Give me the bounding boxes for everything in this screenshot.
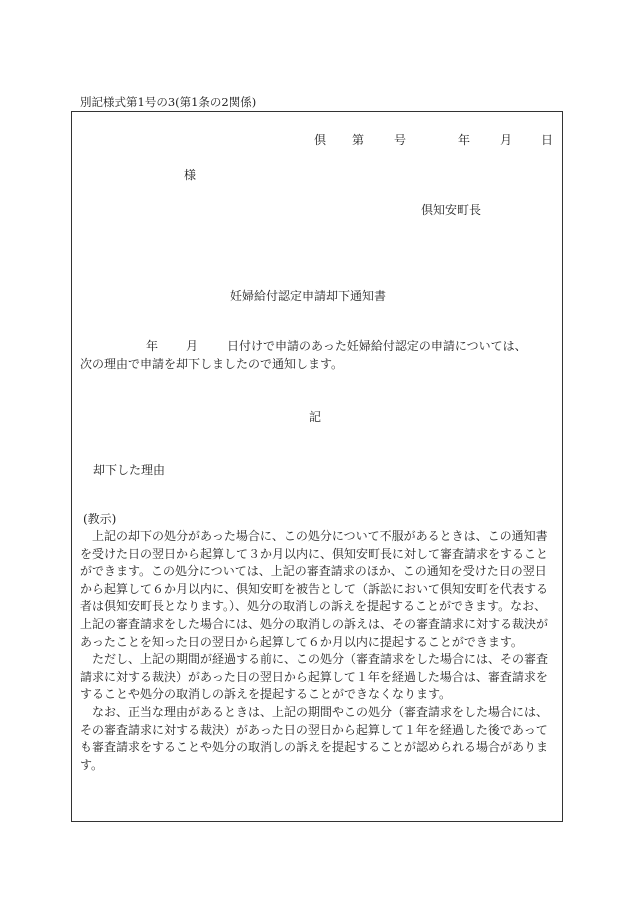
form-label: 別記様式第1号の3(第1条の2関係) — [80, 95, 257, 109]
body-year: 年 — [146, 339, 159, 353]
notice-paragraph-1: 上記の却下の処分があった場合に、この処分について不服があるときは、この通知書を受けた日の翌日から起算して３か月以内に、倶知安町長に対して審査請求をすることができます。この処分については、上記の審査請求のほか、この通知を受けた日の翌日から起算して６か月以内に、倶知安町を被告として（訴訟において倶知安町を代表する者は倶知安町長となります。）、処分の取消しの訴えを提起することができます。なお、上記の審査請求をした場合には、処分の取消しの訴えは、その審査請求に対する裁決があったことを知った日の翌日から起算して６か月以内に提起することができます。 — [80, 529, 549, 649]
day-label: 日 — [541, 133, 554, 147]
document-title: 妊婦給付認定申請却下通知書 — [230, 289, 387, 303]
issuer-name: 倶知安町長 — [421, 203, 482, 217]
go-label: 号 — [394, 133, 407, 147]
notice-heading: (教示) — [83, 512, 117, 526]
notice-paragraph-3: なお、正当な理由があるときは、上記の期間やこの処分（審査請求をした場合には、その審査請求に対する裁決）があった日の翌日から起算して１年を経過した後であっても審査請求をすることや処分の取消しの訴えを提起することが認められる場合があります。 — [80, 704, 549, 772]
body-month: 月 — [186, 339, 199, 353]
month-label: 月 — [500, 133, 513, 147]
body-line1-rest: 日付けで申請のあった妊婦給付認定の申請については、 — [227, 339, 527, 353]
notice-paragraph-2: ただし、上記の期間が経過する前に、この処分（審査請求をした場合には、その審査請求に対する裁決）があった日の翌日から起算して１年を経過した場合は、審査請求をすることや処分の取消しの訴えを提起することができなくなります。 — [80, 652, 549, 702]
office-prefix: 倶 — [314, 133, 327, 147]
recipient-suffix: 様 — [184, 168, 197, 182]
body-line2: 次の理由で申請を却下しましたので通知します。 — [80, 357, 344, 371]
ki-label: 記 — [309, 410, 322, 424]
reason-label: 却下した理由 — [93, 463, 166, 477]
notice-body — [80, 528, 556, 774]
year-label: 年 — [458, 133, 471, 147]
dai-label: 第 — [352, 133, 365, 147]
